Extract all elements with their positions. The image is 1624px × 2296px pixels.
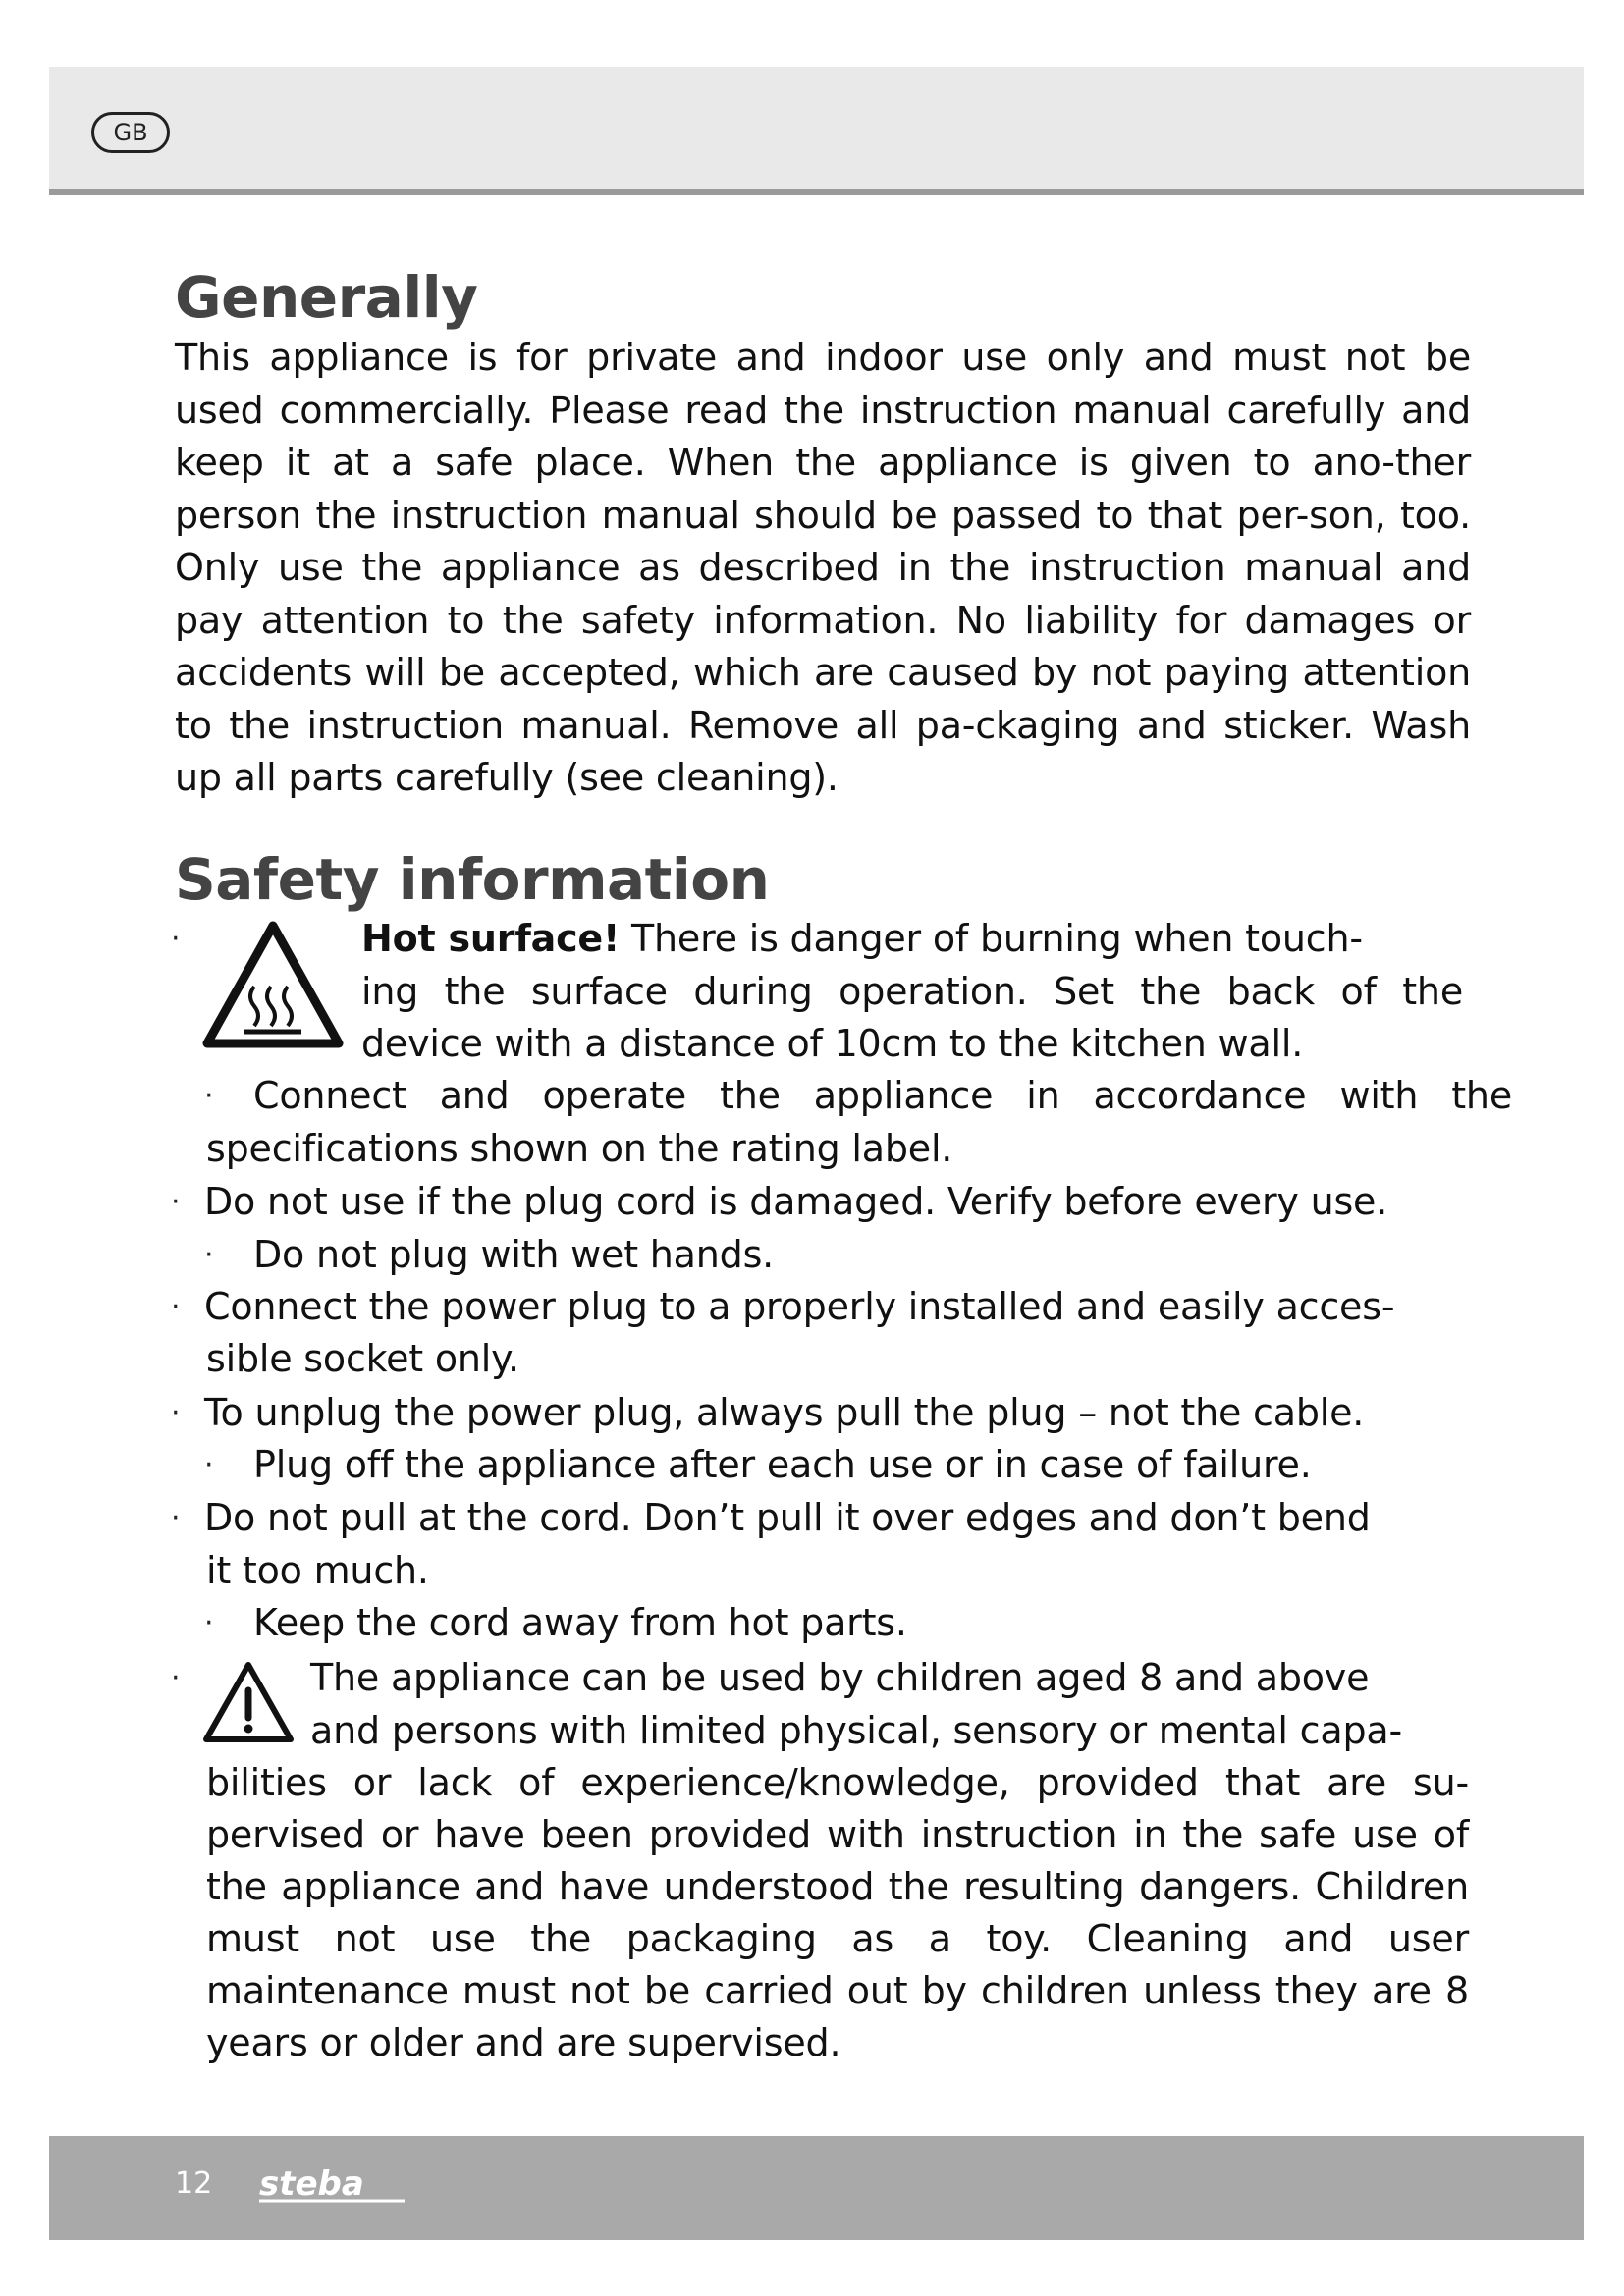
- bullet-dot: ·: [171, 1501, 181, 1535]
- bullet-dot: ·: [204, 1448, 214, 1482]
- language-badge: GB: [91, 112, 170, 153]
- header-rule: [49, 189, 1584, 195]
- children-line-1: The appliance can be used by children aged 8 and above: [310, 1656, 1370, 1699]
- hot-surface-label: Hot surface!: [361, 917, 621, 960]
- hot-surface-line-1: [361, 913, 1363, 965]
- safety-item-7-line-1: Do not pull at the cord. Don’t pull it over edges and don’t bend: [204, 1496, 1371, 1539]
- safety-item-6: Plug off the appliance after each use or in case of failure.: [253, 1443, 1312, 1486]
- safety-item-1-line-2: specifications shown on the rating label.: [206, 1127, 953, 1170]
- children-paragraph: bilities or lack of experience/knowledge, provided that are su-pervised or have been provided with instruction in the safe use of the appliance and have understood the resulting dangers. Children must not use the packaging as a toy. Cleaning and user maintenance must not be carried out by children unless they are 8 years or older and are supervised.: [206, 1761, 1469, 2064]
- brand-logo: [257, 2163, 414, 2207]
- header-band: [49, 67, 1584, 189]
- safety-item-7-line-2: it too much.: [206, 1549, 429, 1592]
- bullet-dot: ·: [171, 1661, 181, 1695]
- bullet-dot: ·: [204, 1079, 214, 1113]
- bullet-dot: ·: [171, 1185, 181, 1219]
- section-title-safety: Safety information: [175, 846, 770, 913]
- safety-item-4-line-1: Connect the power plug to a properly installed and easily acces-: [204, 1285, 1395, 1328]
- children-line-2: and persons with limited physical, sensory or mental capa-: [310, 1709, 1402, 1752]
- page-number: 12: [175, 2166, 213, 2201]
- generally-paragraph: This appliance is for private and indoor use only and must not be used commercially. Please read the instruction manual carefully and keep it at a safe place. When the appliance is given to ano-ther person the instruction manual should be passed to that per-son, too. Only use the appliance as described in the instruction manual and pay attention to the safety information. No liability for damages or accidents will be accepted, which are caused by not paying attention to the instruction manual. Remove all pa-ckaging and sticker. Wash up all parts carefully (see cleaning).: [175, 336, 1471, 799]
- bullet-dot: ·: [204, 1606, 214, 1640]
- hot-surface-line-2: ing the surface during operation. Set the back of the: [361, 970, 1463, 1013]
- safety-item-8: Keep the cord away from hot parts.: [253, 1601, 907, 1644]
- safety-item-3: Do not plug with wet hands.: [253, 1233, 775, 1276]
- bullet-dot: ·: [204, 1238, 214, 1272]
- section-title-generally: Generally: [175, 264, 478, 331]
- bullet-dot: ·: [171, 1396, 181, 1430]
- general-warning-icon: [201, 1659, 296, 1745]
- safety-item-1-line-1: Connect and operate the appliance in accordance with the: [253, 1074, 1512, 1117]
- safety-item-5: To unplug the power plug, always pull the plug – not the cable.: [204, 1391, 1365, 1434]
- bullet-dot: ·: [171, 922, 181, 956]
- bullet-dot: ·: [171, 1290, 181, 1324]
- hot-surface-text: There is danger of burning when touch-: [620, 917, 1363, 960]
- safety-item-4-line-2: sible socket only.: [206, 1337, 519, 1380]
- safety-item-2: Do not use if the plug cord is damaged. Verify before every use.: [204, 1180, 1388, 1223]
- brand-name: steba: [259, 2164, 364, 2204]
- hot-surface-line-3: device with a distance of 10cm to the kitchen wall.: [361, 1022, 1304, 1065]
- hot-surface-warning-icon: [201, 918, 345, 1051]
